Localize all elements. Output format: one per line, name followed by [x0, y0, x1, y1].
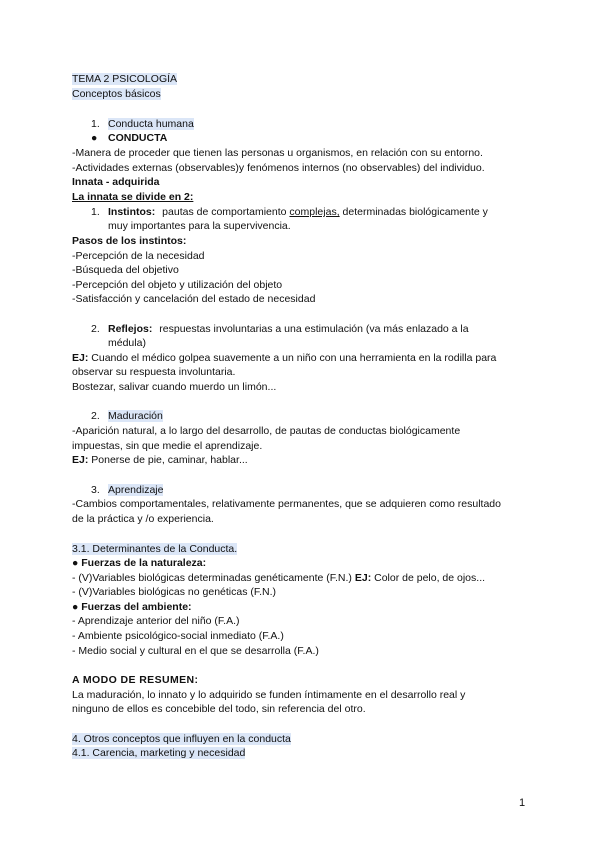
resumen-label: A MODO DE RESUMEN:: [72, 674, 199, 686]
innata-label: Innata - adquirida: [72, 176, 160, 188]
ambiente-item: - Medio social y cultural en el que se desarrolla (F.A.): [72, 645, 319, 657]
instintos-line-2: muy importantes para la supervivencia.: [108, 220, 291, 232]
maduracion-text-2: impuestas, sin que medie el aprendizaje.: [72, 440, 263, 452]
section-3-heading: Aprendizaje: [108, 484, 164, 496]
conducta-def-1: -Manera de proceder que tienen las personas u organismos, en relación con su entorno.: [72, 147, 483, 159]
instintos-number: 1.: [91, 206, 100, 218]
pasos-item: -Percepción de la necesidad: [72, 250, 205, 262]
resumen-text: La maduración, lo innato y lo adquirido se funden íntimamente en el desarrollo real y: [72, 689, 466, 701]
innata-subheading: La innata se divide en 2:: [72, 191, 194, 203]
pasos-item: -Satisfacción y cancelación del estado de necesidad: [72, 293, 316, 305]
bullet-icon: ●: [91, 132, 98, 144]
reflejos-label: Reflejos:: [108, 323, 153, 335]
instintos-line: Instintos: pautas de comportamiento complejas, determinadas biológicamente y: [108, 206, 488, 218]
ambiente-label: ● Fuerzas del ambiente:: [72, 601, 192, 613]
pasos-item: -Búsqueda del objetivo: [72, 264, 179, 276]
section-1-heading: Conducta humana: [108, 118, 194, 130]
page-number: 1: [519, 797, 526, 809]
section-1-number: 1.: [91, 118, 100, 130]
doc-title: TEMA 2 PSICOLOGÍA: [72, 73, 178, 85]
aprendizaje-text: -Cambios comportamentales, relativamente permanentes, que se adquieren como resultado: [72, 498, 501, 510]
conducta-label: CONDUCTA: [108, 132, 168, 144]
ambiente-item: - Ambiente psicológico-social inmediato (F.A.): [72, 630, 284, 642]
ej-reflejo-line-2: observar su respuesta involuntaria.: [72, 366, 236, 378]
section-4-1-heading: 4.1. Carencia, marketing y necesidad: [72, 747, 246, 759]
conducta-def-2: -Actividades externas (observables)y fenómenos internos (no observables) del individuo.: [72, 162, 485, 174]
naturaleza-item: - (V)Variables biológicas no genéticas (F.N.): [72, 586, 277, 598]
complejas-underlined: complejas,: [289, 206, 340, 218]
section-3-1-heading: 3.1. Determinantes de la Conducta.: [72, 543, 238, 555]
aprendizaje-text-2: de la práctica y /o experiencia.: [72, 513, 214, 525]
naturaleza-item: - (V)Variables biológicas determinadas genéticamente (F.N.) EJ: Color de pelo, de ojos...: [72, 572, 486, 584]
instintos-label: Instintos:: [108, 206, 156, 218]
section-4-heading: 4. Otros conceptos que influyen en la conducta: [72, 733, 291, 745]
section-2-heading: Maduración: [108, 410, 163, 422]
resumen-text-2: ninguno de ellos es concebible del todo, sin referencia del otro.: [72, 703, 366, 715]
section-3-number: 3.: [91, 484, 100, 496]
naturaleza-label: ● Fuerzas de la naturaleza:: [72, 557, 207, 569]
reflejos-line-2: médula): [108, 337, 146, 349]
pasos-label: Pasos de los instintos:: [72, 235, 187, 247]
reflejos-line: Reflejos: respuestas involuntarias a una estimulación (va más enlazado a la: [108, 323, 469, 335]
maduracion-text: -Aparición natural, a lo largo del desarrollo, de pautas de conductas biológicamente: [72, 425, 461, 437]
bostezar-line: Bostezar, salivar cuando muerdo un limón...: [72, 381, 277, 393]
pasos-item: -Percepción del objeto y utilización del objeto: [72, 279, 283, 291]
reflejos-number: 2.: [91, 323, 100, 335]
ej-maduracion: EJ: Ponerse de pie, caminar, hablar...: [72, 454, 248, 466]
doc-subtitle: Conceptos básicos: [72, 88, 161, 100]
section-2-number: 2.: [91, 410, 100, 422]
ej-reflejo-line: EJ: Cuando el médico golpea suavemente a un niño con una herramienta en la rodilla para: [72, 352, 497, 364]
ambiente-item: - Aprendizaje anterior del niño (F.A.): [72, 615, 240, 627]
